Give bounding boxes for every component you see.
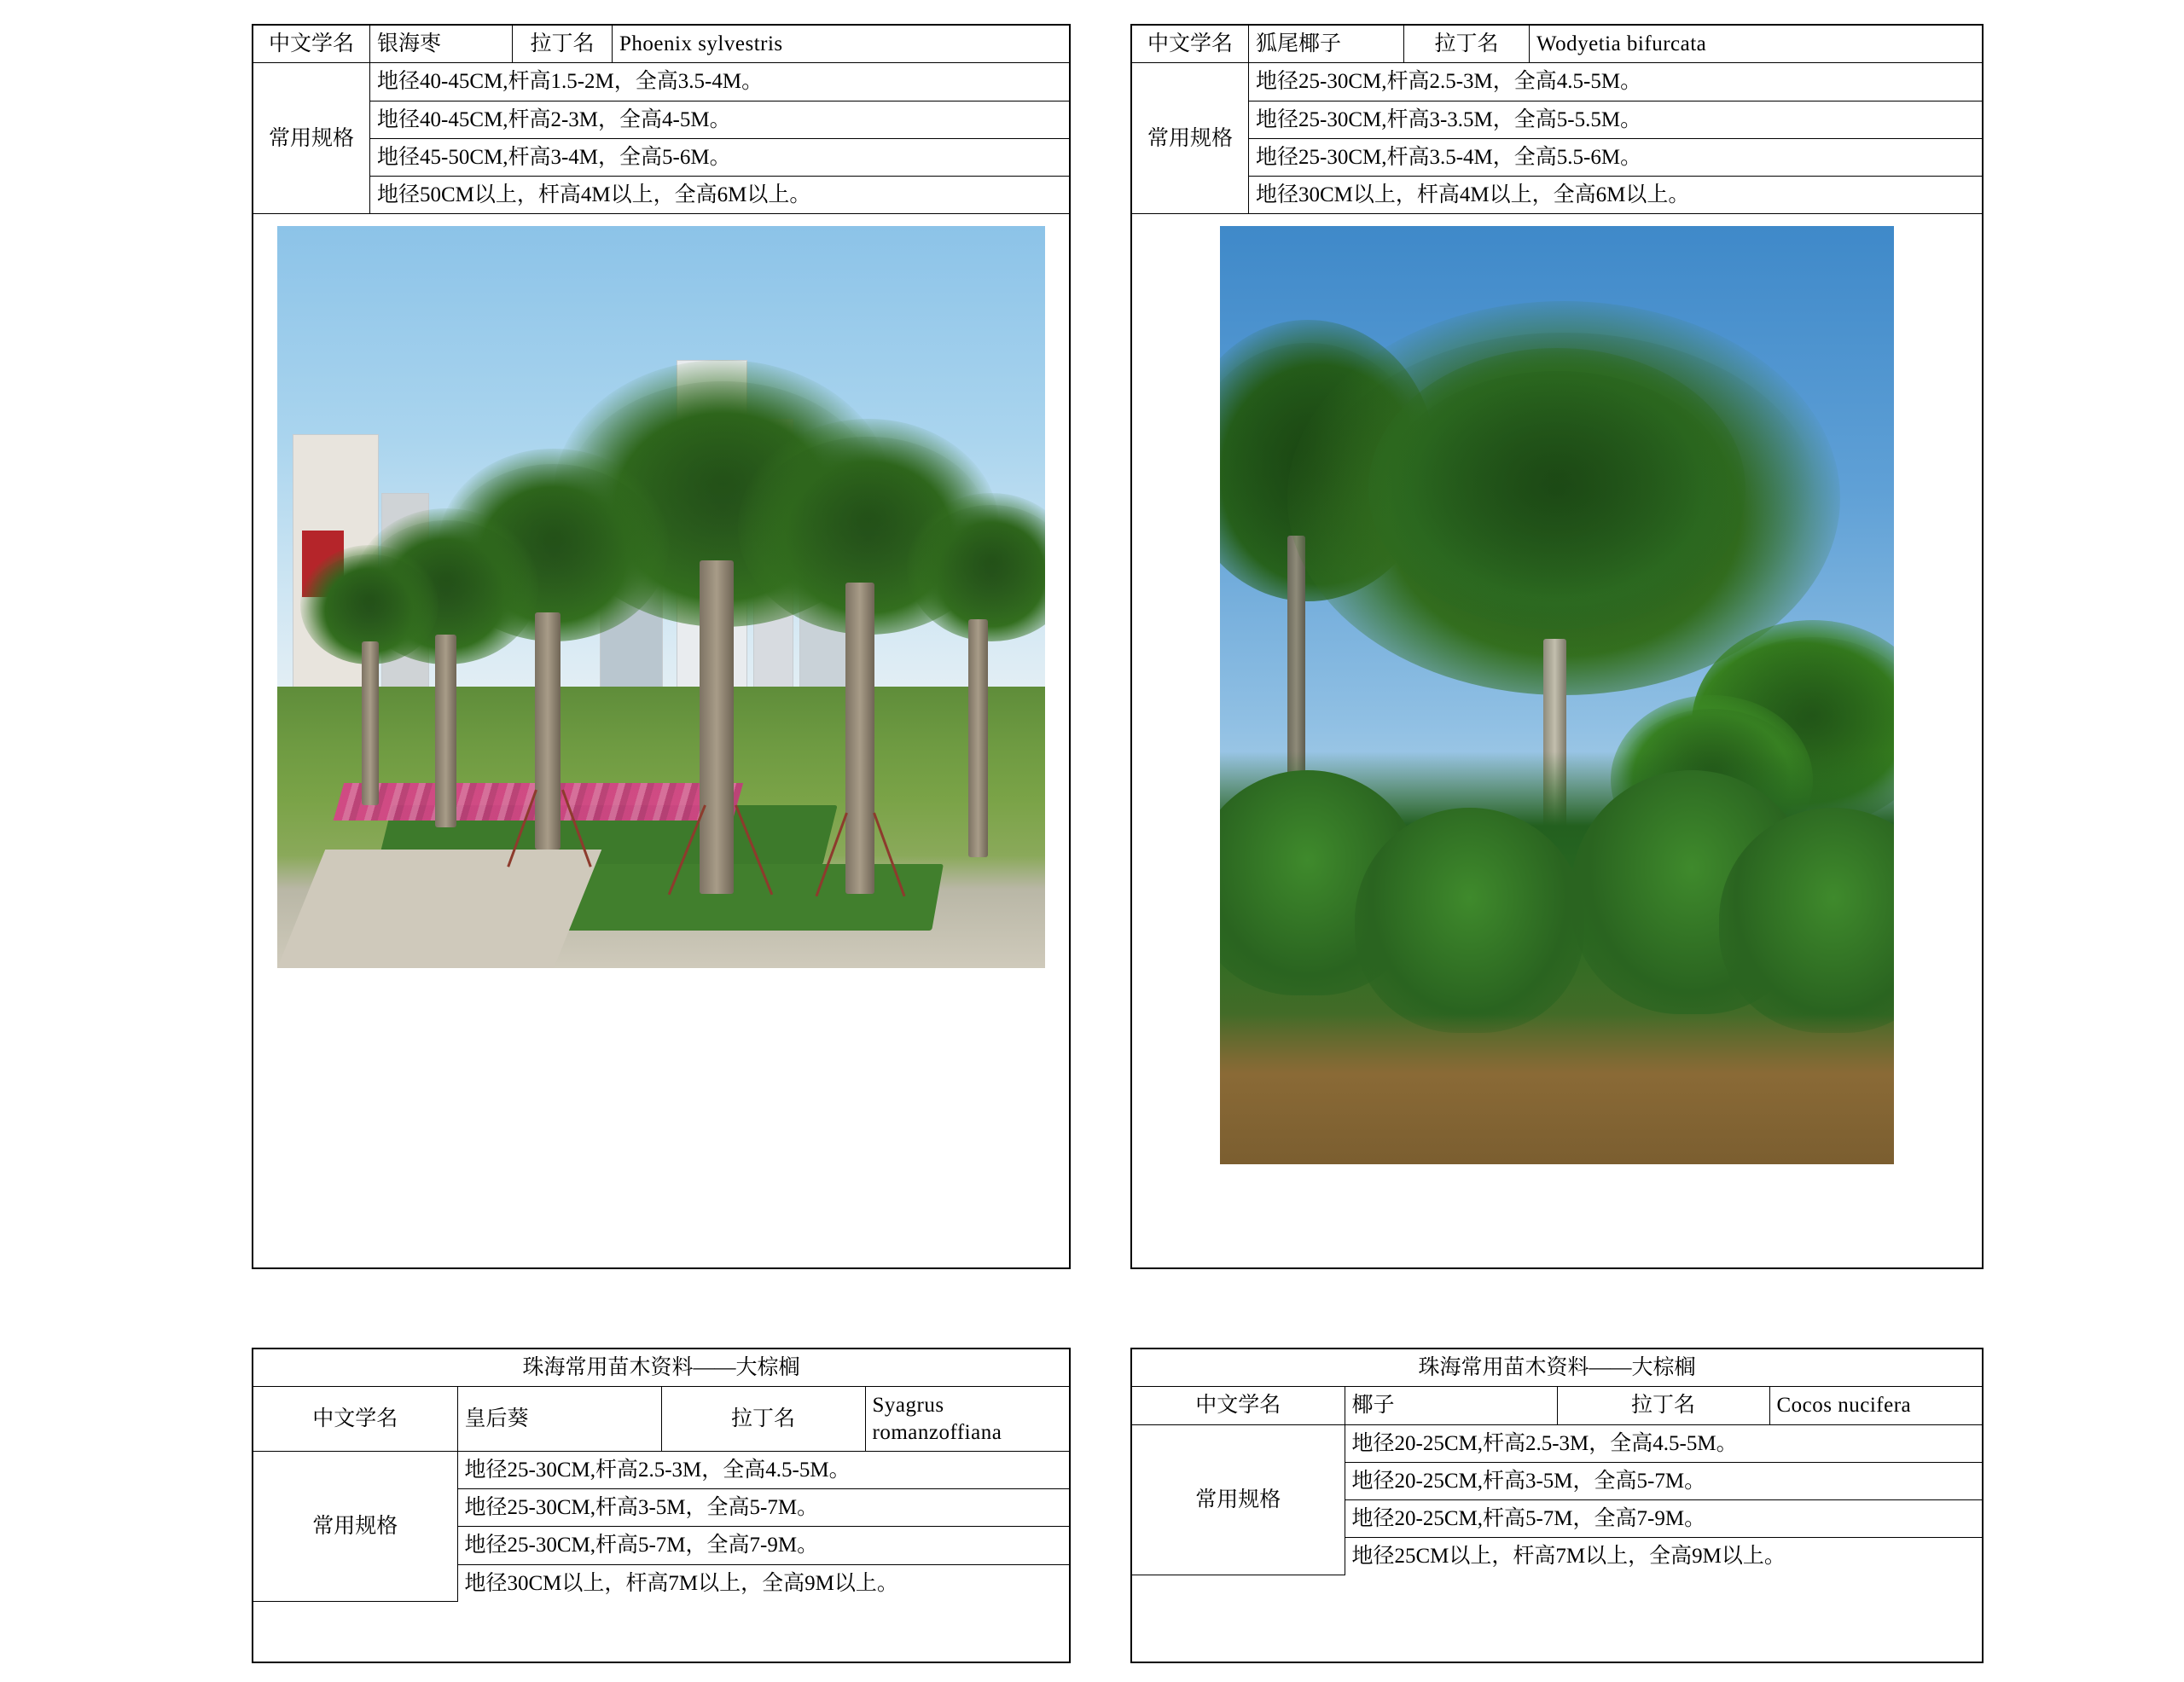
card-banner-title: 珠海常用苗木资料——大棕榈 xyxy=(253,1349,1069,1387)
table-row-spec xyxy=(253,177,1069,214)
table-row-spec xyxy=(1132,101,1982,138)
label-common-specs: 常用规格 xyxy=(1132,63,1249,214)
photo-cell xyxy=(1132,214,1982,1182)
plant-card-huanghoukui xyxy=(252,1348,1071,1663)
table-row-names xyxy=(1132,1387,1982,1424)
plant-info-table xyxy=(253,1349,1069,1602)
plant-card-yezi xyxy=(1130,1348,1984,1663)
label-chinese-name: 中文学名 xyxy=(253,26,370,63)
value-chinese-name: 狐尾椰子 xyxy=(1249,26,1404,63)
photo-cell xyxy=(253,214,1069,1182)
spec-item: 地径25-30CM,杆高5-7M，全高7-9M。 xyxy=(457,1527,1069,1564)
value-chinese-name: 椰子 xyxy=(1345,1387,1557,1424)
value-latin-name: Cocos nucifera xyxy=(1769,1387,1982,1424)
plant-card-yinhaizao xyxy=(252,24,1071,1269)
plant-info-table xyxy=(1132,26,1982,1181)
table-row-photo xyxy=(253,214,1069,1182)
value-chinese-name: 皇后葵 xyxy=(457,1387,661,1452)
spec-item: 地径45-50CM,杆高3-4M，全高5-6M。 xyxy=(370,138,1070,176)
table-row-names xyxy=(1132,26,1982,63)
label-chinese-name: 中文学名 xyxy=(1132,26,1249,63)
spec-item: 地径25-30CM,杆高2.5-3M，全高4.5-5M。 xyxy=(1249,63,1983,101)
plant-photo-huweiyezi xyxy=(1220,226,1894,1164)
label-chinese-name: 中文学名 xyxy=(253,1387,457,1452)
label-common-specs: 常用规格 xyxy=(1132,1424,1345,1575)
value-latin-name: Syagrus romanzoffiana xyxy=(865,1387,1069,1452)
label-latin-name: 拉丁名 xyxy=(1404,26,1530,63)
table-row-banner xyxy=(1132,1349,1982,1387)
spec-item: 地径25-30CM,杆高3.5-4M，全高5.5-6M。 xyxy=(1249,138,1983,176)
label-common-specs: 常用规格 xyxy=(253,1451,457,1602)
table-row-banner xyxy=(253,1349,1069,1387)
spec-item: 地径40-45CM,杆高1.5-2M，全高3.5-4M。 xyxy=(370,63,1070,101)
plant-photo-yinhaizao xyxy=(277,226,1045,968)
label-latin-name: 拉丁名 xyxy=(661,1387,865,1452)
label-chinese-name: 中文学名 xyxy=(1132,1387,1345,1424)
plant-info-table xyxy=(1132,1349,1982,1575)
table-row-photo xyxy=(1132,214,1982,1182)
spec-item: 地径25-30CM,杆高3-3.5M，全高5-5.5M。 xyxy=(1249,101,1983,138)
table-row-spec xyxy=(1132,1424,1982,1462)
spec-item: 地径20-25CM,杆高3-5M，全高5-7M。 xyxy=(1345,1462,1982,1499)
label-common-specs: 常用规格 xyxy=(253,63,370,214)
table-row-names xyxy=(253,1387,1069,1452)
table-row-spec xyxy=(1132,138,1982,176)
value-latin-name: Wodyetia bifurcata xyxy=(1530,26,1983,63)
spec-item: 地径25-30CM,杆高2.5-3M，全高4.5-5M。 xyxy=(457,1451,1069,1488)
table-row-spec xyxy=(253,1451,1069,1488)
table-row-spec xyxy=(1132,177,1982,214)
plant-card-huweiyezi xyxy=(1130,24,1984,1269)
spec-item: 地径25-30CM,杆高3-5M，全高5-7M。 xyxy=(457,1489,1069,1527)
table-row-spec xyxy=(1132,63,1982,101)
spec-item: 地径40-45CM,杆高2-3M，全高4-5M。 xyxy=(370,101,1070,138)
spec-item: 地径30CM以上，杆高7M以上，全高9M以上。 xyxy=(457,1564,1069,1602)
table-row-spec xyxy=(253,63,1069,101)
spec-item: 地径20-25CM,杆高5-7M，全高7-9M。 xyxy=(1345,1500,1982,1538)
plant-info-table xyxy=(253,26,1069,1181)
table-row-names xyxy=(253,26,1069,63)
table-row-spec xyxy=(253,138,1069,176)
spec-item: 地径50CM以上，杆高4M以上，全高6M以上。 xyxy=(370,177,1070,214)
value-latin-name: Phoenix sylvestris xyxy=(613,26,1070,63)
label-latin-name: 拉丁名 xyxy=(1557,1387,1769,1424)
spec-item: 地径25CM以上，杆高7M以上，全高9M以上。 xyxy=(1345,1538,1982,1575)
label-latin-name: 拉丁名 xyxy=(513,26,613,63)
value-chinese-name: 银海枣 xyxy=(370,26,513,63)
spec-item: 地径30CM以上，杆高4M以上，全高6M以上。 xyxy=(1249,177,1983,214)
card-banner-title: 珠海常用苗木资料——大棕榈 xyxy=(1132,1349,1982,1387)
table-row-spec xyxy=(253,101,1069,138)
spec-item: 地径20-25CM,杆高2.5-3M，全高4.5-5M。 xyxy=(1345,1424,1982,1462)
